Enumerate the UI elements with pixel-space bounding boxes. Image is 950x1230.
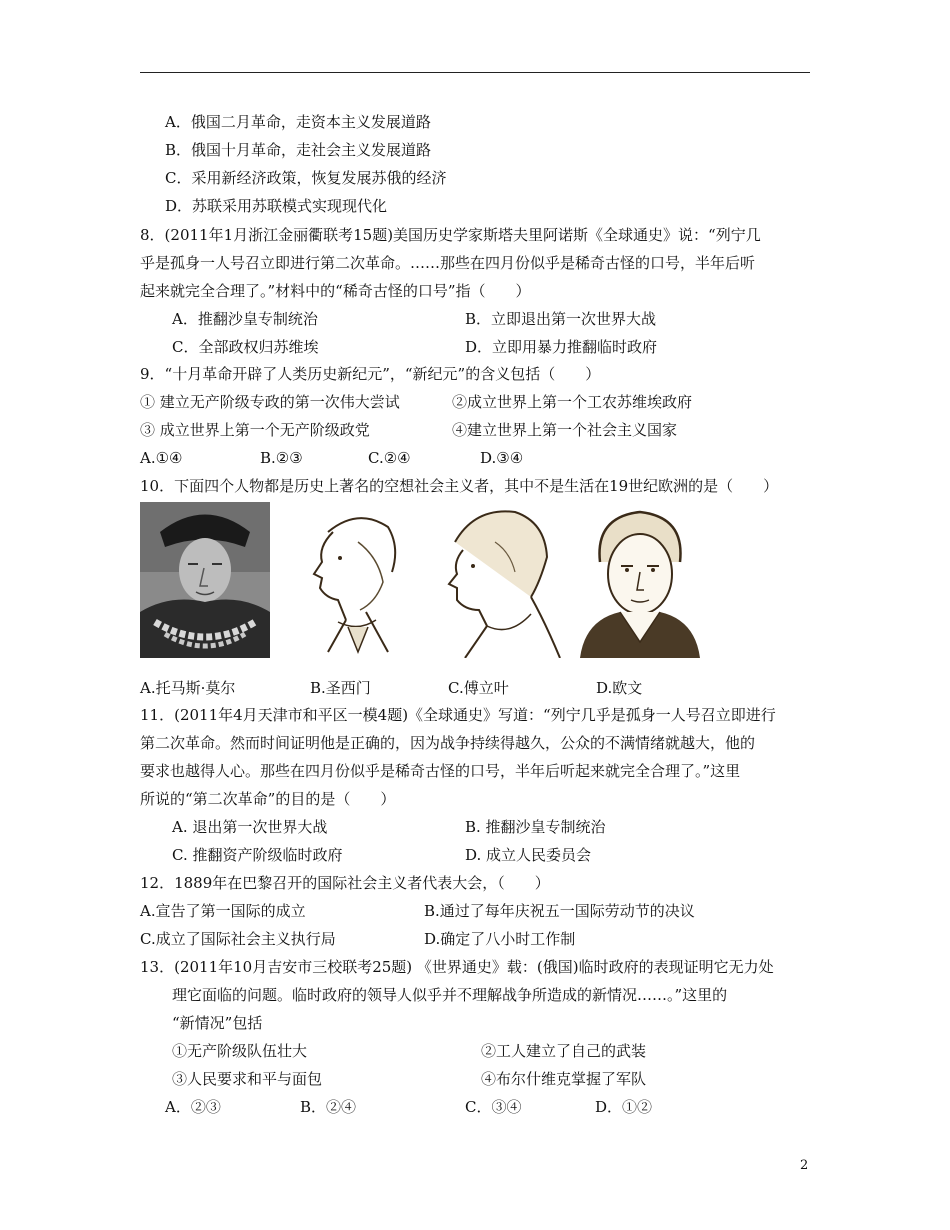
- q13-item-2: ②工人建立了自己的武装: [481, 1042, 647, 1060]
- q13-item-4: ④布尔什维克掌握了军队: [481, 1070, 647, 1088]
- q9-item-2: ②成立世界上第一个工农苏维埃政府: [452, 393, 693, 411]
- q13-stem-line-1: 13．(2011年10月吉安市三校联考25题) 《世界通史》载：(俄国)临时政府的表现证明它无力处: [140, 958, 774, 976]
- page-number: 2: [800, 1158, 809, 1173]
- q8-option-d[interactable]: D．立即用暴力推翻临时政府: [465, 338, 658, 356]
- q13-option-b[interactable]: B．②④: [300, 1098, 357, 1116]
- q8-stem-line-3: 起来就完全合理了。”材料中的“稀奇古怪的口号”指（ ）: [140, 282, 531, 300]
- q8-option-b[interactable]: B．立即退出第一次世界大战: [465, 310, 657, 328]
- q7-option-d[interactable]: D．苏联采用苏联模式实现现代化: [165, 197, 388, 215]
- q12-option-d[interactable]: D.确定了八小时工作制: [424, 930, 576, 948]
- header-rule: [140, 72, 810, 73]
- q11-option-c[interactable]: C. 推翻资产阶级临时政府: [172, 846, 343, 864]
- q11-stem-line-1: 11．(2011年4月天津市和平区一模4题)《全球通史》写道：“列宁几乎是孤身一人号召立即进行: [140, 706, 776, 724]
- q10-option-d[interactable]: D.欧文: [596, 679, 643, 697]
- portrait-thomas-more: [140, 502, 270, 658]
- q9-item-1: ① 建立无产阶级专政的第一次伟大尝试: [140, 393, 400, 411]
- q13-option-a[interactable]: A．②③: [165, 1098, 221, 1116]
- q8-option-a[interactable]: A．推翻沙皇专制统治: [172, 310, 318, 328]
- portrait-owen: [575, 502, 705, 658]
- q8-stem-line-1: 8．(2011年1月浙江金丽衢联考15题)美国历史学家斯塔夫里阿诺斯《全球通史》说：“列宁几: [140, 226, 761, 244]
- q13-stem-line-3: “新情况”包括: [172, 1014, 263, 1032]
- q8-option-c[interactable]: C．全部政权归苏维埃: [172, 338, 319, 356]
- q11-stem-line-3: 要求也越得人心。那些在四月份似乎是稀奇古怪的口号，半年后听起来就完全合理了。”这里: [140, 762, 741, 780]
- q9-option-d[interactable]: D.③④: [480, 449, 524, 467]
- q11-option-a[interactable]: A. 退出第一次世界大战: [172, 818, 328, 836]
- q10-option-c[interactable]: C.傅立叶: [448, 679, 509, 697]
- q8-stem-line-2: 乎是孤身一人号召立即进行第二次革命。……那些在四月份似乎是稀奇古怪的口号，半年后听: [140, 254, 756, 272]
- q9-option-a[interactable]: A.①④: [140, 449, 183, 467]
- q13-item-1: ①无产阶级队伍壮大: [172, 1042, 308, 1060]
- q12-option-c[interactable]: C.成立了国际社会主义执行局: [140, 930, 336, 948]
- q10-stem: 10．下面四个人物都是历史上著名的空想社会主义者，其中不是生活在19世纪欧洲的是（ ）: [140, 477, 779, 495]
- q7-option-c[interactable]: C．采用新经济政策，恢复发展苏俄的经济: [165, 169, 447, 187]
- q9-stem: 9．“十月革命开辟了人类历史新纪元”，“新纪元”的含义包括（ ）: [140, 365, 601, 383]
- q9-option-b[interactable]: B.②③: [260, 449, 303, 467]
- q7-option-a[interactable]: A．俄国二月革命，走资本主义发展道路: [165, 113, 431, 131]
- portrait-saint-simon: [288, 502, 418, 658]
- q12-option-b[interactable]: B.通过了每年庆祝五一国际劳动节的决议: [424, 902, 695, 920]
- q7-option-b[interactable]: B．俄国十月革命，走社会主义发展道路: [165, 141, 432, 159]
- q11-option-d[interactable]: D. 成立人民委员会: [465, 846, 592, 864]
- portrait-fourier: [435, 502, 565, 658]
- q13-option-c[interactable]: C．③④: [465, 1098, 522, 1116]
- q9-item-3: ③ 成立世界上第一个无产阶级政党: [140, 421, 370, 439]
- q9-option-c[interactable]: C.②④: [368, 449, 411, 467]
- q10-option-b[interactable]: B.圣西门: [310, 679, 371, 697]
- q13-stem-line-2: 理它面临的问题。临时政府的领导人似乎并不理解战争所造成的新情况……。”这里的: [172, 986, 728, 1004]
- q11-stem-line-2: 第二次革命。然而时间证明他是正确的，因为战争持续得越久，公众的不满情绪就越大，他的: [140, 734, 756, 752]
- q11-stem-line-4: 所说的“第二次革命”的目的是（ ）: [140, 790, 396, 808]
- q12-option-a[interactable]: A.宣告了第一国际的成立: [140, 902, 306, 920]
- q9-item-4: ④建立世界上第一个社会主义国家: [452, 421, 678, 439]
- q12-stem: 12．1889年在巴黎召开的国际社会主义者代表大会，（ ）: [140, 874, 550, 892]
- q11-option-b[interactable]: B. 推翻沙皇专制统治: [465, 818, 606, 836]
- q10-option-a[interactable]: A.托马斯·莫尔: [140, 679, 236, 697]
- q13-item-3: ③人民要求和平与面包: [172, 1070, 323, 1088]
- q13-option-d[interactable]: D．①②: [595, 1098, 653, 1116]
